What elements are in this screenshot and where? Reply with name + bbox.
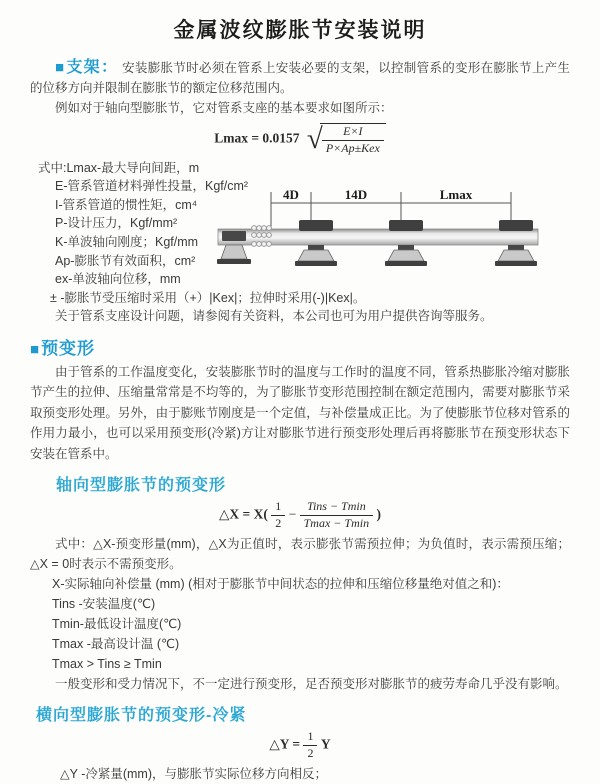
axial-formula-lhs: △X = X( — [219, 506, 268, 522]
one-half-fraction — [271, 500, 285, 531]
radical-body — [320, 123, 386, 156]
lateral-formula-rhs: Y — [320, 736, 331, 752]
lateral-formula-explanation: △Y -冷紧量(mm)，与膨胀节实际位移方向相反； — [60, 766, 328, 781]
half-denominator: 2 — [307, 745, 314, 760]
lmax-fraction-numerator: E×I — [322, 125, 384, 141]
preform-paragraph: 由于管系的工作温度变化，安装膨胀节时的温度与工作时的温度不同，管系热膨胀冷缩对膨胀节产生的拉伸、压缩量常常是不均等的，为了膨胀节变形范围控制在额定范围内，需要对膨胀节采取预变形处理。另外，由于膨账节刚度是一个定值，与补偿量成正比。为了使膨胀节位移对管系的作用力最小，也可以采用预变形(冷紧)方让对膨胀节进行预变形处理后再将膨胀节在预变形状态下安装在管系中。 — [30, 364, 570, 461]
radical-sign: √ — [306, 123, 323, 156]
dimension-label-14d: 14D — [344, 186, 368, 202]
definition-line: P-设计压力，Kgf/mm² — [55, 216, 178, 231]
half-numerator: 1 — [271, 500, 285, 516]
support-intro-paragraph — [30, 58, 570, 98]
pipe-support-diagram — [216, 187, 574, 279]
page-title: 金属波纹膨胀节安装说明 — [173, 19, 427, 42]
axial-note: 一般变形和受力情况下，不一定进行预变形，足否预变形对膨胀节的疲劳寿命几乎没有影响。 — [55, 677, 568, 692]
lmax-formula-lhs: Lmax = 0.0157 — [214, 130, 300, 146]
preform-section-heading — [30, 334, 570, 359]
definition-line: E-管系管道材料弹性投量，Kgf/cm² — [55, 179, 249, 194]
definition-line: 关于管系支座设计问题，请参阅有关资料，本公司也可为用户提供咨询等服务。 — [55, 309, 493, 324]
dimension-label-4d: 4D — [283, 186, 299, 202]
preform-heading-label: 预变形 — [41, 338, 96, 358]
definition-line: 式中:Lmax-最大导向间距，m — [38, 160, 200, 175]
dimension-label-lmax: Lmax — [439, 186, 473, 202]
variable-line: X-实际轴向补偿量 (mm) (相对于膨胀节中间状态的拉伸和压缩位移量绝对值之和)： — [52, 577, 509, 592]
definition-line: ± -膨胀节受压缩时采用（+）|Kex|；拉伸时采用(-)|Kex|。 — [50, 290, 366, 305]
pipe-support — [217, 231, 251, 264]
variable-line: Tmin-最低设计温度(℃) — [52, 617, 182, 632]
lateral-preform-formula — [30, 730, 570, 761]
axial-variable-list — [30, 574, 570, 674]
axial-preform-heading: 轴向型膨胀节的预变形 — [56, 477, 227, 495]
lmax-fraction-denominator: P×Ap±Kex — [325, 140, 380, 155]
variable-line: Tins -安装温度(℃) — [52, 597, 156, 612]
lateral-formula-lhs: △Y = — [269, 736, 301, 752]
variable-line: Tmax > Tins ≥ Tmin — [52, 657, 162, 672]
temperature-numerator: Tins − Tmin — [300, 500, 373, 516]
definition-line: Ap-膨胀节有效面积，cm² — [55, 253, 196, 268]
lmax-formula — [30, 123, 570, 156]
definition-line: ex-单波轴向位移，mm — [55, 272, 181, 287]
support-example-paragraph: 例如对于轴向型膨胀节，它对管系支座的基本要求如图所示： — [55, 101, 393, 115]
bellows-icon — [252, 225, 272, 246]
lmax-fraction — [322, 125, 384, 156]
temperature-fraction — [300, 500, 373, 531]
axial-formula-explanation: 式中：△X-预变形量(mm)，△X为正值时，表示膨张节需预拉伸；为负值时，表示需预压缩；△X = 0时表示不需预变形。 — [30, 537, 570, 572]
definition-line: K-单波轴向刚度；Kgf/mm — [55, 234, 199, 249]
axial-formula-close-paren: ) — [376, 506, 381, 522]
support-paragraph-text: 安装膨胀节时必须在管系上安装必要的支架，以控制管系的变形在膨胀节上产生的位移方向并限制在膨胀节的额定位移范围内。 — [30, 61, 570, 95]
section-marker-icon: ■ — [55, 59, 66, 76]
half-denominator: 2 — [275, 516, 282, 531]
temperature-denominator: Tmax − Tmin — [303, 516, 370, 531]
definition-line: I-管系管道的惯性矩，cm⁴ — [55, 197, 198, 212]
variable-line: Tmax -最高设计温 (℃) — [52, 637, 180, 652]
support-section-heading — [55, 59, 118, 76]
minus-operator: − — [288, 506, 297, 522]
lateral-preform-heading: 横向型膨胀节的预变形-冷紧 — [36, 707, 247, 725]
one-half-fraction — [303, 730, 317, 761]
support-heading-label: 支架： — [66, 59, 119, 76]
half-numerator: 1 — [303, 730, 317, 746]
axial-preform-formula — [30, 500, 570, 531]
section-marker-icon: ■ — [30, 340, 41, 358]
definitions-and-diagram — [30, 159, 570, 326]
